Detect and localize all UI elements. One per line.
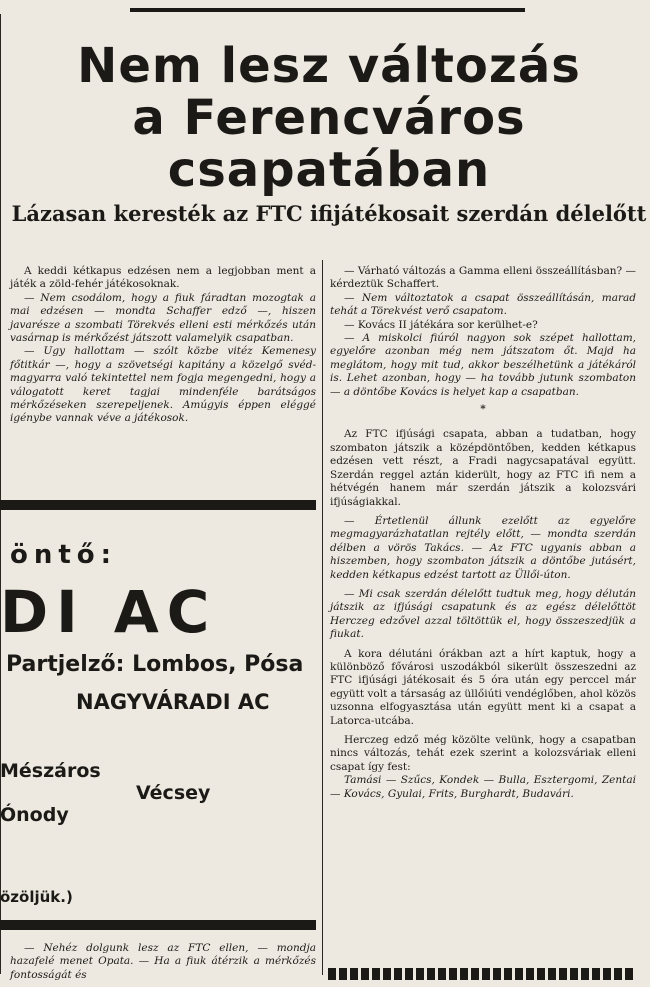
paragraph: — Ugy hallottam — szólt közbe vitéz Kemenesy főtitkár —, hogy a szövetségi kapitány a közelgő svéd-magyarra való tekintettel nem fogja megengedni, hogy a válogatott keret tagjai mindenféle barátságos mérkőzéseken szerepeljenek. Amúgyis éppen eléggé igénybe vannak véve a játékosok. <box>10 345 316 425</box>
paragraph: Herczeg edző még közölte velünk, hogy a csapatban nincs változás, tehát ezek szerint a kolozsváriak elleni csapat így fest: <box>330 734 636 773</box>
paragraph: — Nehéz dolgunk lesz az FTC ellen, — mondja hazafelé menet Opata. — Ha a fiuk átérzik a mérkőzés fontosságát és <box>10 942 316 981</box>
paragraph: Az FTC ifjúsági csapata, abban a tudatban, hogy szombaton játszik a középdöntőben, kedden kétkapus edzésen vett részt, a Fradi nagycsapatával együtt. Szerdán reggel aztán kiderült, hogy az FTC ifi nem a hétvégén hanem már szerdán játszik a kolozsvári ifjúságiakkal. <box>330 428 636 508</box>
paragraph: — Nem csodálom, hogy a fiuk fáradtan mozogtak a mai edzésen — mondta Schaffer edző —, hiszen javarésze a szombati Törekvés elleni esti mérkőzés után vasárnap is mérkőzést játszott valamelyik csapatban. <box>10 291 316 345</box>
left-margin-line <box>0 14 1 974</box>
ad-note: özöljük.) <box>0 888 73 906</box>
ad-player-1: Mészáros <box>0 760 101 782</box>
headline-line-2: a Ferencváros <box>132 90 526 146</box>
section-band-bottom <box>0 920 316 930</box>
paragraph: — A miskolci fiúról nagyon sok szépet hallottam, egyelőre azonban még nem játszatom őt. Majd ha meglátom, hogy mit tud, akkor beszélhetünk a játékáról is. Lehet azonban, hogy — ha tovább jutunk szombaton — a döntőbe Kovács is helyet kap a csapatban. <box>330 332 636 398</box>
paragraph: — Értetlenül állunk ezelőtt az egyelőre megmagyarázhatatlan rejtély előtt, — mondta szerdán délben a vörös Takács. — Az FTC ugyanis abban a hiszemben, hogy szombaton játszik a döntőbe jutásért, kedden kétkapus edzést tartott az Üllői-úton. <box>330 514 636 581</box>
section-band <box>0 500 316 510</box>
ad-player-3: Ónody <box>0 804 69 826</box>
paragraph: — Mi csak szerdán délelőtt tudtuk meg, hogy délután játszik az ifjúsági csapatunk és az egész délelőttöt Herczeg edzővel azzal töltöttük el, hogy összeszedjük a fiukat. <box>330 587 636 641</box>
footer-band <box>328 968 634 980</box>
ad-club-name: DI AC <box>0 578 218 646</box>
ad-linesmen: Partjelző: Lombos, Pósa <box>6 652 304 677</box>
paragraph: — Kovács II játékára sor kerülhet-e? <box>344 318 538 331</box>
headline <box>8 40 650 196</box>
paragraph: A kora délutáni órákban azt a hírt kaptuk, hogy a különböző fővárosi uszodákból sikerült összeszedni az FTC ifjúsági játékosait és 5 óra után egy perccel már együtt volt a társaság az üllőiúti vendéglőben, ahol közös uzsonna elfogyasztása után együtt ment ki a csapat a Latorca-utcába. <box>330 647 636 727</box>
headline-line-1: Nem lesz változás <box>77 38 581 94</box>
article-right-column <box>330 265 636 801</box>
subheadline: Lázasan keresték az FTC ifijátékosait szerdán délelőtt <box>11 201 647 226</box>
column-divider <box>322 260 323 975</box>
lineup-paragraph: Tamási — Szűcs, Kondek — Bulla, Esztergomi, Zentai — Kovács, Gyulai, Frits, Burghardt, Budavári. <box>330 774 636 800</box>
article-left-column <box>10 265 316 426</box>
top-rule <box>130 8 525 12</box>
paragraph: A keddi kétkapus edzésen nem a legjobban ment a játék a zöld-fehér játékosoknak. <box>10 265 316 291</box>
ad-player-2: Vécsey <box>136 782 211 804</box>
section-separator: * <box>480 403 486 416</box>
headline-line-3: csapatában <box>167 142 491 198</box>
article-left-bottom <box>10 942 316 982</box>
paragraph: — Várható változás a Gamma elleni összeállításban? — kérdeztük Schaffert. <box>330 265 636 291</box>
ad-referee-label: öntő: <box>10 540 118 570</box>
ad-team-name: NAGYVÁRADI AC <box>76 690 270 714</box>
paragraph: — Nem változtatok a csapat összeállításán, marad tehát a Törekvést verő csapatom. <box>330 291 636 318</box>
